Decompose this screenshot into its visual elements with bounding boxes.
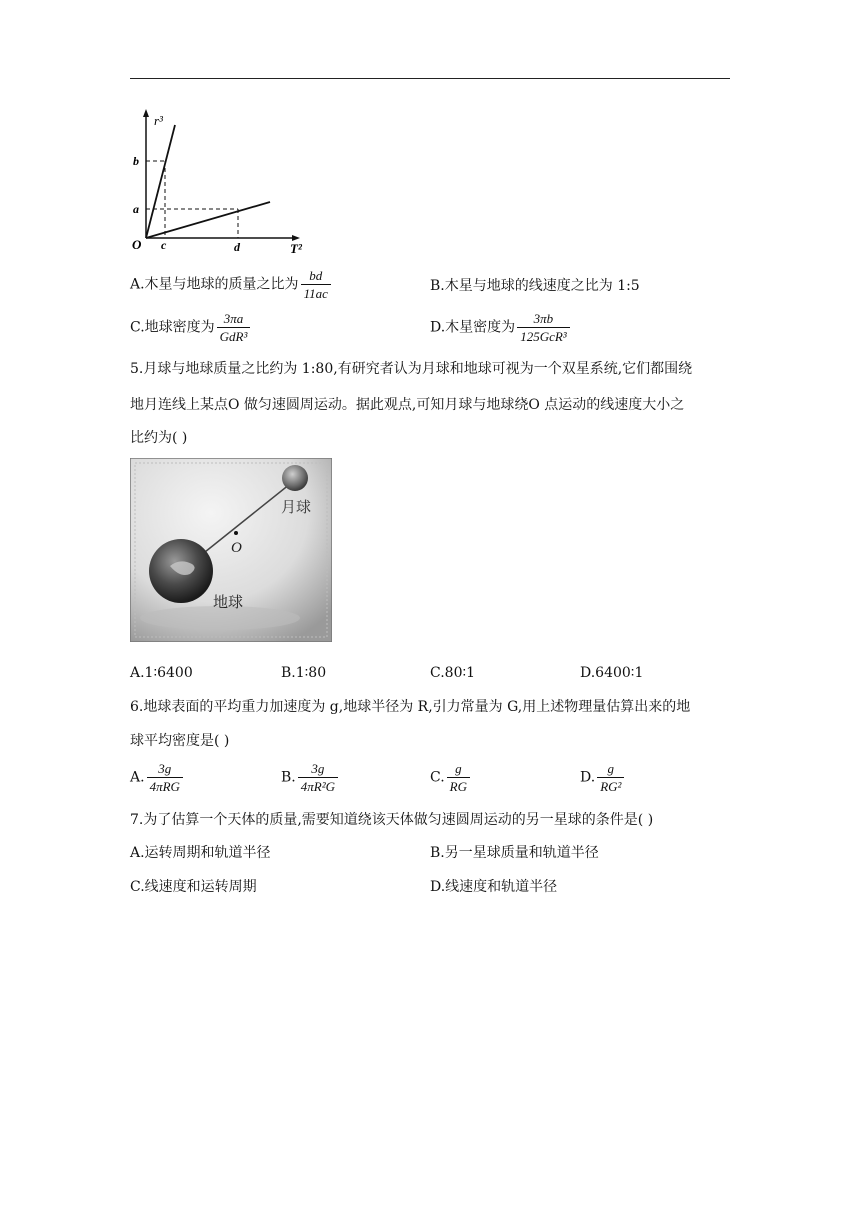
origin-label: O bbox=[132, 237, 142, 252]
q4-option-c[interactable] bbox=[130, 311, 250, 344]
q6-b-fraction: $\frac{3g}{\text{4πR²G}}$ bbox=[298, 761, 338, 794]
point-o bbox=[234, 531, 238, 535]
q7-stem: 7.为了估算一个天体的质量,需要知道绕该天体做匀速圆周运动的另一星球的条件是( ) bbox=[130, 812, 654, 828]
option-a-text: A.木星与地球的质量之比为 bbox=[130, 276, 299, 293]
q4-option-a[interactable] bbox=[130, 268, 331, 301]
q6-option-d[interactable]: D. $\frac{g}{\text{RG²}}$ bbox=[580, 761, 624, 794]
o-label: O bbox=[231, 540, 242, 556]
q5-option-b[interactable]: B.1∶80 bbox=[281, 665, 327, 681]
r3-t2-graph bbox=[128, 105, 318, 255]
q7-option-a[interactable]: A.运转周期和轨道半径 bbox=[130, 845, 271, 861]
q6-option-c[interactable]: C. $\frac{g}{RG}$ bbox=[430, 761, 470, 794]
q7-option-d[interactable]: D.线速度和轨道半径 bbox=[430, 879, 558, 895]
tick-d: d bbox=[234, 240, 240, 254]
moon-sphere bbox=[282, 465, 308, 491]
q5-stem-line2: 地月连线上某点O 做匀速圆周运动。据此观点,可知月球与地球绕O 点运动的线速度大小之 bbox=[130, 397, 685, 413]
earth-label: 地球 bbox=[213, 593, 244, 611]
q5-stem-line1: 5.月球与地球质量之比约为 1:80,有研究者认为月球和地球可视为一个双星系统,它们都围绕 bbox=[130, 361, 693, 377]
option-c-fraction: $\frac{3\pi a}{\text{GdR³}}$ bbox=[217, 311, 251, 344]
q4-option-b[interactable] bbox=[430, 276, 640, 296]
tick-a: a bbox=[133, 202, 139, 216]
q6-stem-line1: 6.地球表面的平均重力加速度为 g,地球半径为 R,引力常量为 G,用上述物理量估算出来的地 bbox=[130, 699, 691, 715]
option-d-text: D.木星密度为 bbox=[430, 319, 516, 336]
q6-option-b[interactable]: B. $\frac{3g}{\text{4πR²G}}$ bbox=[281, 761, 338, 794]
q6-a-fraction: $\frac{3g}{\text{4πRG}}$ bbox=[147, 761, 183, 794]
q4-option-d[interactable] bbox=[430, 311, 570, 344]
y-axis-arrow bbox=[143, 109, 149, 117]
header-rule bbox=[130, 78, 730, 79]
option-a-fraction: $\frac{bd}{11ac}$ bbox=[301, 268, 331, 301]
q6-d-fraction: $\frac{g}{\text{RG²}}$ bbox=[597, 761, 624, 794]
q7-option-c[interactable]: C.线速度和运转周期 bbox=[130, 879, 257, 895]
q7-option-b[interactable]: B.另一星球质量和轨道半径 bbox=[430, 845, 599, 861]
y-axis-label: r³ bbox=[154, 113, 163, 128]
option-b-text: B.木星与地球的线速度之比为 1:5 bbox=[430, 278, 640, 294]
option-c-text: C.地球密度为 bbox=[130, 319, 215, 336]
x-axis-label: T² bbox=[290, 241, 302, 255]
q5-option-c[interactable]: C.80∶1 bbox=[430, 665, 476, 681]
tick-c: c bbox=[161, 238, 167, 252]
steep-line bbox=[146, 125, 175, 238]
q6-c-fraction: $\frac{g}{RG}$ bbox=[447, 761, 470, 794]
q5-stem-line3: 比约为( ) bbox=[130, 430, 188, 446]
option-d-fraction: $\frac{3\pi b}{\text{125GcR³}}$ bbox=[517, 311, 570, 344]
q5-option-d[interactable]: D.6400∶1 bbox=[580, 665, 644, 681]
moon-label: 月球 bbox=[281, 498, 312, 516]
earth-moon-figure bbox=[130, 458, 332, 642]
q6-stem-line2: 球平均密度是( ) bbox=[130, 733, 230, 749]
q6-option-a[interactable]: A. $\frac{3g}{\text{4πRG}}$ bbox=[130, 761, 183, 794]
tick-b: b bbox=[133, 154, 139, 168]
q5-option-a[interactable]: A.1∶6400 bbox=[130, 665, 193, 681]
